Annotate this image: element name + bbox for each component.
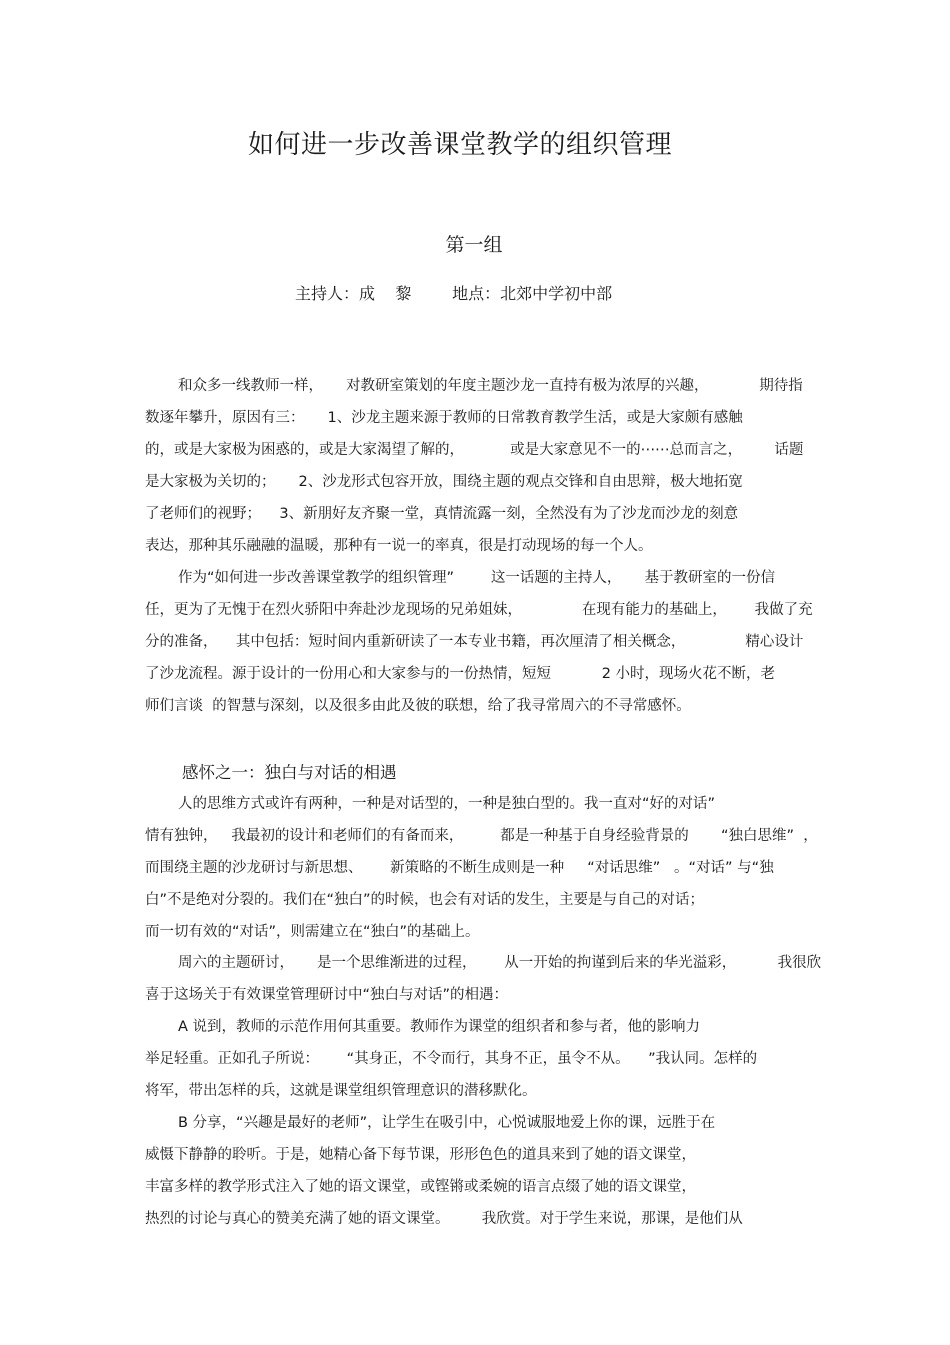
group-heading: 第一组 bbox=[445, 234, 503, 256]
paragraph-line: 举足轻重。正如孔子所说： “其身正，不令而行，其身不正，虽令不从。 ”我认同。怎样的 bbox=[145, 1051, 758, 1067]
paragraph-line: 了老师们的视野； 3、新朋好友齐聚一堂，真情流露一刻，全然没有为了沙龙而沙龙的刻意 bbox=[145, 506, 739, 522]
paragraph-line: 分的准备， 其中包括：短时间内重新研读了一本专业书籍，再次厘清了相关概念， 精心设计 bbox=[145, 634, 804, 650]
paragraph-line: 而一切有效的“对话”，则需建立在“独白”的基础上。 bbox=[145, 924, 480, 940]
paragraph-line: 将军，带出怎样的兵，这就是课堂组织管理意识的潜移默化。 bbox=[145, 1083, 537, 1099]
paragraph-line: B 分享，“兴趣是最好的老师”，让学生在吸引中，心悦诚服地爱上你的课，远胜于在 bbox=[178, 1115, 716, 1131]
paragraph-line: 作为“如何进一步改善课堂教学的组织管理” 这一话题的主持人， 基于教研室的一份信 bbox=[178, 570, 775, 586]
meta-line bbox=[295, 281, 612, 304]
location: 北郊中学初中部 bbox=[500, 284, 613, 303]
paragraph-line: 表达，那种其乐融融的温暖，那种有一说一的率真，很是打动现场的每一个人。 bbox=[145, 538, 653, 554]
paragraph-line: 师们言谈 的智慧与深刻，以及很多由此及彼的联想，给了我寻常周六的不寻常感怀。 bbox=[145, 698, 691, 714]
paragraph-line: 人的思维方式或许有两种，一种是对话型的，一种是独白型的。我一直对“好的对话” bbox=[178, 796, 716, 812]
document-title: 如何进一步改善课堂教学的组织管理 bbox=[247, 130, 672, 160]
paragraph-line: 了沙龙流程。源于设计的一份用心和大家参与的一份热情，短短 2 小时，现场火花不断，老 bbox=[145, 666, 776, 682]
paragraph-line: 喜于这场关于有效课堂管理研讨中“独白与对话”的相遇： bbox=[145, 987, 509, 1003]
paragraph-line: 数逐年攀升，原因有三： 1、沙龙主题来源于教师的日常教育教学生活，或是大家颇有感触 bbox=[145, 410, 743, 426]
host-label: 主持人： bbox=[295, 284, 360, 303]
paragraph-line: 是大家极为关切的； 2、沙龙形式包容开放，围绕主题的观点交锋和自由思辩，极大地拓宽 bbox=[145, 474, 743, 490]
host-name: 成 黎 bbox=[359, 284, 412, 303]
paragraph-line: 白”不是绝对分裂的。我们在“独白”的时候，也会有对话的发生，主要是与自己的对话； bbox=[145, 892, 705, 908]
paragraph-line: 丰富多样的教学形式注入了她的语文课堂，或铿锵或柔婉的语言点缀了她的语文课堂， bbox=[145, 1179, 696, 1195]
paragraph-line: 的，或是大家极为困惑的，或是大家渴望了解的， 或是大家意见不一的⋯⋯总而言之， 话题 bbox=[145, 442, 804, 458]
paragraph-line: 热烈的讨论与真心的赞美充满了她的语文课堂。 我欣赏。对于学生来说，那课，是他们从 bbox=[145, 1211, 743, 1227]
paragraph-line: 和众多一线教师一样， 对教研室策划的年度主题沙龙一直持有极为浓厚的兴趣， 期待指 bbox=[178, 378, 803, 394]
paragraph-line: 威慑下静静的聆听。于是，她精心备下每节课，形形色色的道具来到了她的语文课堂， bbox=[145, 1147, 696, 1163]
paragraph-line: A 说到，教师的示范作用何其重要。教师作为课堂的组织者和参与者，他的影响力 bbox=[178, 1019, 701, 1035]
paragraph-line: 周六的主题研讨， 是一个思维渐进的过程， 从一开始的拘谨到后来的华光溢彩， 我很欣 bbox=[178, 955, 822, 971]
paragraph-line: 情有独钟， 我最初的设计和老师们的有备而来， 都是一种基于自身经验背景的 “独白思维” ， bbox=[145, 828, 818, 844]
paragraph-line: 而围绕主题的沙龙研讨与新思想、 新策略的不断生成则是一种 “对话思维” 。“对话” 与“独 bbox=[145, 860, 774, 876]
section-heading: 感怀之一：独白与对话的相遇 bbox=[182, 763, 397, 782]
location-label: 地点： bbox=[452, 284, 501, 303]
paragraph-line: 任，更为了无愧于在烈火骄阳中奔赴沙龙现场的兄弟姐妹， 在现有能力的基础上， 我做了充 bbox=[145, 602, 813, 618]
